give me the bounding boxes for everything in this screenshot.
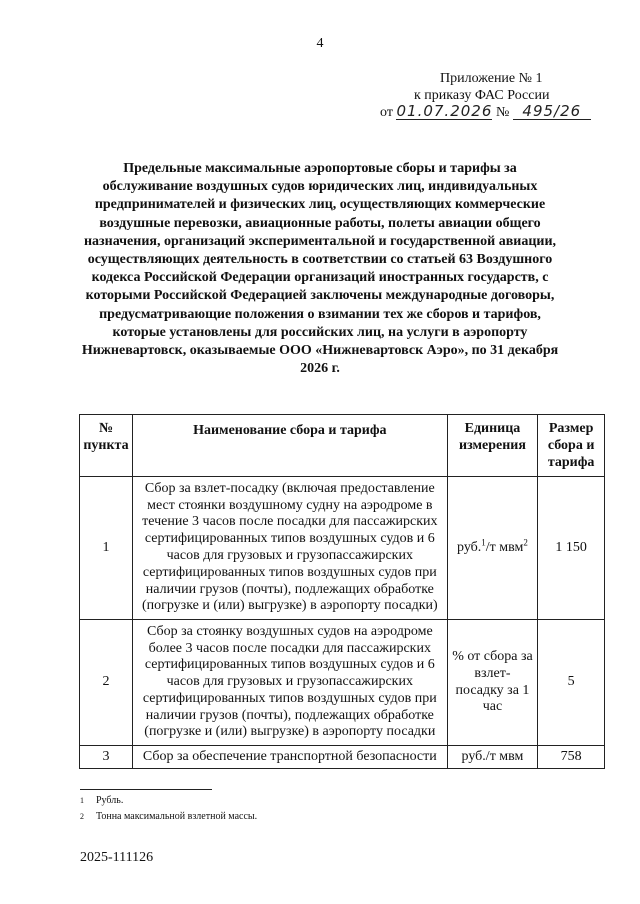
date-prefix: от [380, 105, 393, 120]
page-number: 4 [316, 36, 324, 51]
row-number: 1 [80, 477, 133, 620]
row-number: 3 [80, 746, 133, 769]
footnote-mark: 1 [80, 796, 84, 805]
footnote-item [80, 809, 257, 825]
header-amount: Размер сбора и тарифа [538, 415, 605, 477]
row-fee-name: Сбор за стоянку воздушных судов на аэродроме более 3 часов после посадки для пассажирских сертифицированных типов воздушных судов и 6 часов для грузовых и грузопассажирских сертифицированных типов воздушных судов при наличии грузов (почты), подлежащих обработке (погрузке и (или) выгрузке) в аэропорту посадки [132, 620, 447, 746]
table-row [80, 477, 605, 620]
row-amount: 1 150 [538, 477, 605, 620]
header-item-number: № пункта [80, 415, 133, 477]
document-heading: Предельные максимальные аэропортовые сборы и тарифы за обслуживание воздушных судов юридических лиц, индивидуальных предпринимателей и физических лиц, осуществляющих коммерческие воздушные перевозки, авиационные работы, полеты авиации общего назначения, организаций экспериментальной и государственной авиации, осуществляющих деятельность в соответствии со статьей 63 Воздушного кодекса Российской Федерации организаций иностранных государств, с которыми Российской Федерацией заключены международные договоры, предусматривающие положения о взимании тех же сборов и тарифов, которые установлены для российских лиц, на услуги в аэропорту Нижневартовск, оказываемые ООО «Нижневартовск Аэро», по 31 декабря 2026 г. [81, 161, 559, 377]
handwritten-date: 01.07.2026 [396, 102, 493, 120]
row-unit: % от сбора за взлет-посадку за 1 час [447, 620, 538, 746]
appendix-title: Приложение № 1 [440, 71, 543, 86]
footnote-mark: 2 [80, 812, 84, 821]
table-row [80, 746, 605, 769]
handwritten-order-number: 495/26 [513, 104, 591, 120]
header-unit: Единица измерения [447, 415, 538, 477]
header-fee-name: Наименование сбора и тарифа [132, 415, 447, 477]
footnotes [80, 793, 257, 825]
unit-text: /т мвм [485, 539, 524, 555]
row-unit: руб./т мвм [447, 746, 538, 769]
footnote-divider [80, 789, 212, 790]
number-prefix: № [495, 105, 510, 120]
footnote-ref: 1 [481, 536, 486, 547]
unit-text: руб. [457, 539, 482, 555]
row-unit [447, 477, 538, 620]
row-fee-name: Сбор за обеспечение транспортной безопасности [132, 746, 447, 769]
footnote-item [80, 793, 257, 809]
row-number: 2 [80, 620, 133, 746]
appendix-date-line [380, 104, 620, 121]
footnote-text: Тонна максимальной взлетной массы. [96, 811, 258, 822]
row-amount: 758 [538, 746, 605, 769]
row-amount: 5 [538, 620, 605, 746]
appendix-order-ref: к приказу ФАС России [414, 88, 550, 103]
footnote-text: Рубль. [96, 795, 124, 806]
table-header-row [80, 415, 605, 477]
footnote-ref: 2 [523, 536, 528, 547]
table-row [80, 620, 605, 746]
fees-table [79, 414, 605, 769]
row-fee-name: Сбор за взлет-посадку (включая предоставление мест стоянки воздушному судну на аэродроме в течение 3 часов после посадки для пассажирских сертифицированных типов воздушных судов и 6 часов для грузовых и грузопассажирских сертифицированных типов воздушных судов при наличии грузов (почты), подлежащих обработке (погрузке и (или) выгрузке) в аэропорту посадки) [132, 477, 447, 620]
document-code: 2025-111126 [80, 850, 154, 865]
appendix-block [380, 70, 620, 121]
